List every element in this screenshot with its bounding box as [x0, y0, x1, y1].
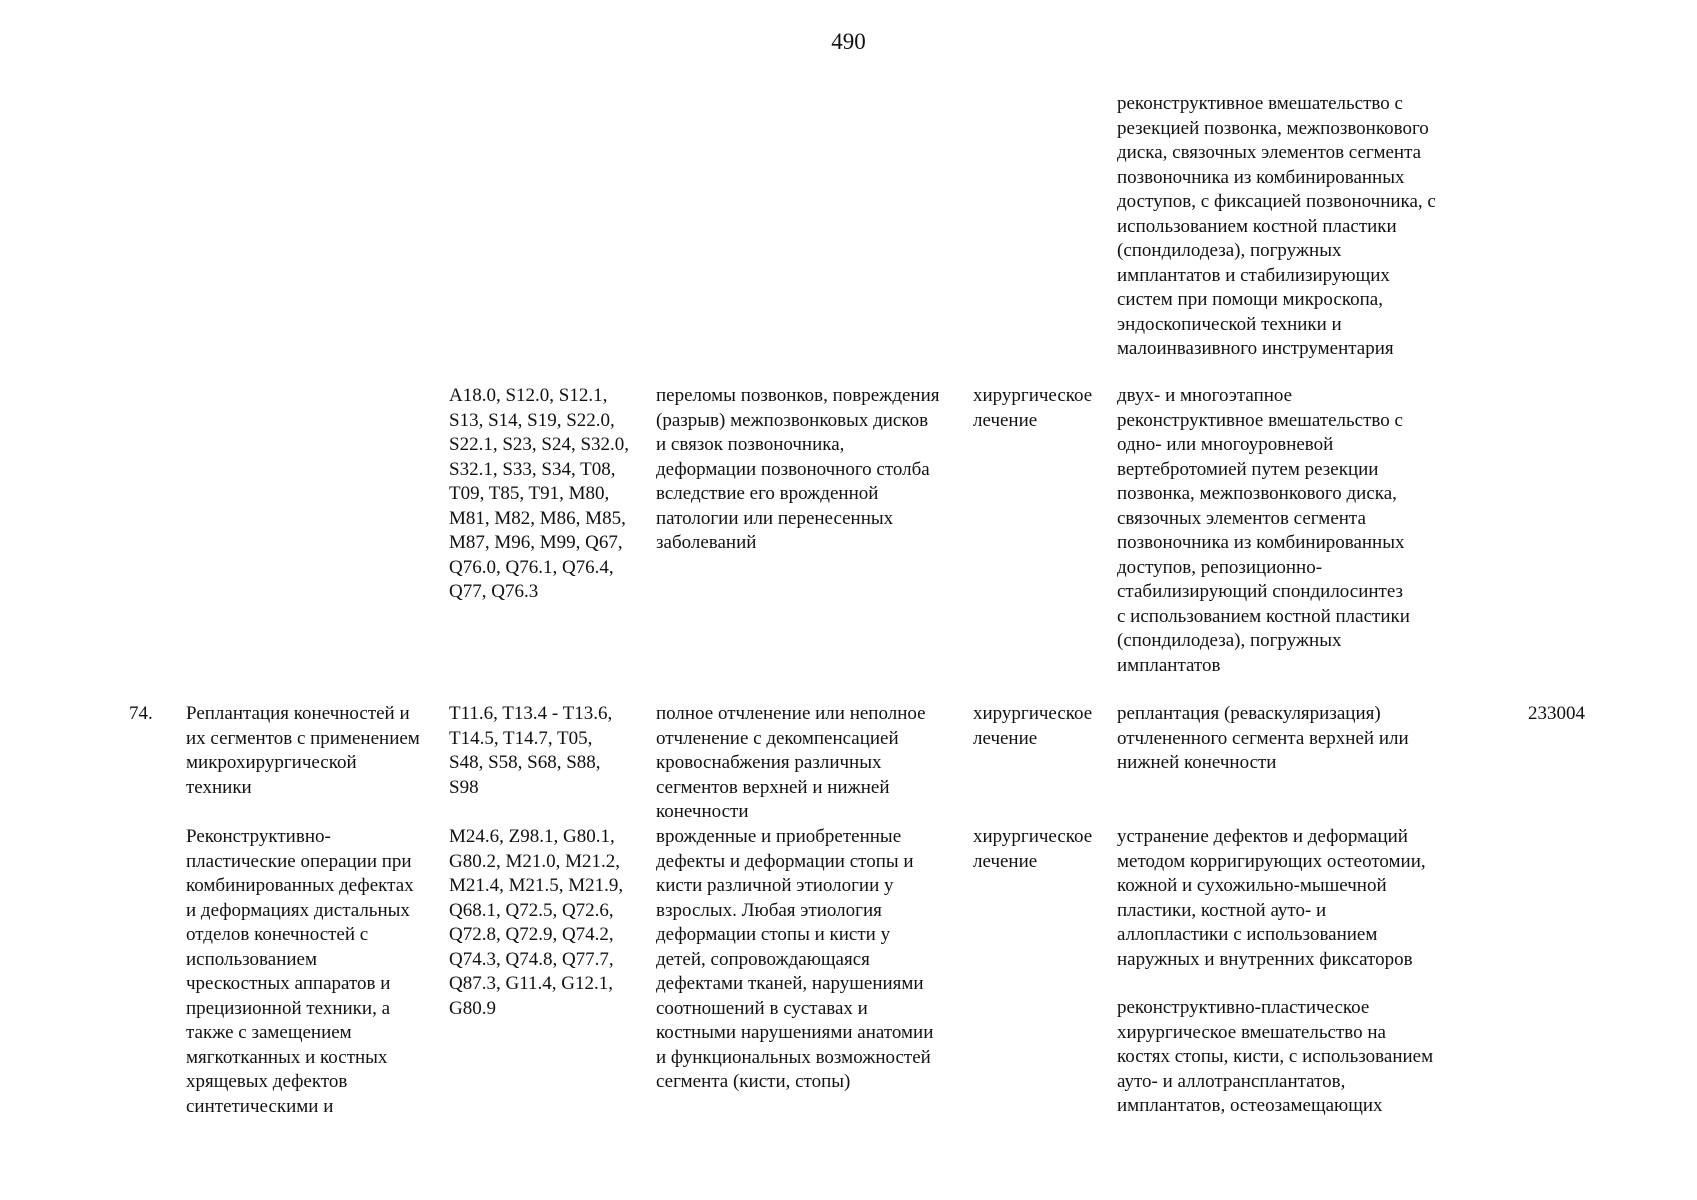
treatment-type: хирургическое лечение	[973, 385, 1093, 431]
treatment-method: двух- и многоэтапное реконструктивное вмешательство с одно- или многоуровневой вертебротомией путем резекции позвонка, межпозвонкового диска, связочных элементов сегмента позвоночника из комбинированных доступов, репозиционно- стабилизирующий спондилосинтез с использованием костной пластики (спондилодеза), погружных имплантатов	[1117, 385, 1410, 676]
icd-codes: A18.0, S12.0, S12.1, S13, S14, S19, S22.0, S22.1, S23, S24, S32.0, S32.1, S33, S34, T08, T09, T85, T91, M80, M81, M82, M86, M85, M87, M96, M99, Q67, Q76.0, Q76.1, Q76.4, Q77, Q76.3	[449, 385, 630, 602]
treatment-type: хирургическое лечение	[973, 703, 1093, 749]
icd-codes: T11.6, T13.4 - T13.6, T14.5, T14.7, T05, S48, S58, S68, S88, S98	[449, 703, 613, 798]
page-number: 490	[831, 29, 866, 54]
treatment-method: устранение дефектов и деформаций методом корригирующих остеотомии, кожной и сухожильно-мышечной пластики, костной ауто- и аллопластики с использованием наружных и внутренних фиксаторов	[1117, 826, 1426, 970]
care-type-name: Реплантация конечностей и их сегментов с применением микрохирургической техники	[186, 703, 420, 798]
treatment-method-alternative: реконструктивно-пластическое хирургическое вмешательство на костях стопы, кисти, с использованием ауто- и аллотрансплантатов, имплантатов, остеозамещающих	[1117, 997, 1434, 1116]
care-type-name: Реконструктивно- пластические операции при комбинированных дефектах и деформациях дистальных отделов конечностей с использованием чрескостных аппаратов и прецизионной техники, а также с замещением мягкотканных и костных хрящевых дефектов синтетическими и	[186, 826, 414, 1117]
treatment-type: хирургическое лечение	[973, 826, 1093, 872]
patient-model: переломы позвонков, повреждения (разрыв) межпозвонковых дисков и связок позвоночника, деформации позвоночного столба вследствие его врожденной патологии или перенесенных заболеваний	[656, 385, 940, 553]
icd-codes: M24.6, Z98.1, G80.1, G80.2, M21.0, M21.2, M21.4, M21.5, M21.9, Q68.1, Q72.5, Q72.6, Q72.8, Q72.9, Q74.2, Q74.3, Q74.8, Q77.7, Q87.3, G11.4, G12.1, G80.9	[449, 826, 624, 1019]
cost-value: 233004	[1528, 703, 1585, 724]
treatment-method: реплантация (реваскуляризация) отчлененного сегмента верхней или нижней конечности	[1117, 703, 1409, 773]
patient-model: врожденные и приобретенные дефекты и деформации стопы и кисти различной этиологии у взрослых. Любая этиология деформации стопы и кисти у детей, сопровождающаяся дефектами тканей, нарушениями соотношений в суставах и костными нарушениями анатомии и функциональных возможностей сегмента (кисти, стопы)	[656, 826, 934, 1092]
continuation-method-text: реконструктивное вмешательство с резекцией позвонка, межпозвонкового диска, связочных элементов сегмента позвоночника из комбинированных доступов, с фиксацией позвоночника, с использованием костной пластики (спондилодеза), погружных имплантатов и стабилизирующих систем при помощи микроскопа, эндоскопической техники и малоинвазивного инструментария	[1117, 93, 1436, 359]
patient-model: полное отчленение или неполное отчленение с декомпенсацией кровоснабжения различных сегментов верхней и нижней конечности	[656, 703, 926, 822]
row-number: 74.	[129, 703, 153, 724]
